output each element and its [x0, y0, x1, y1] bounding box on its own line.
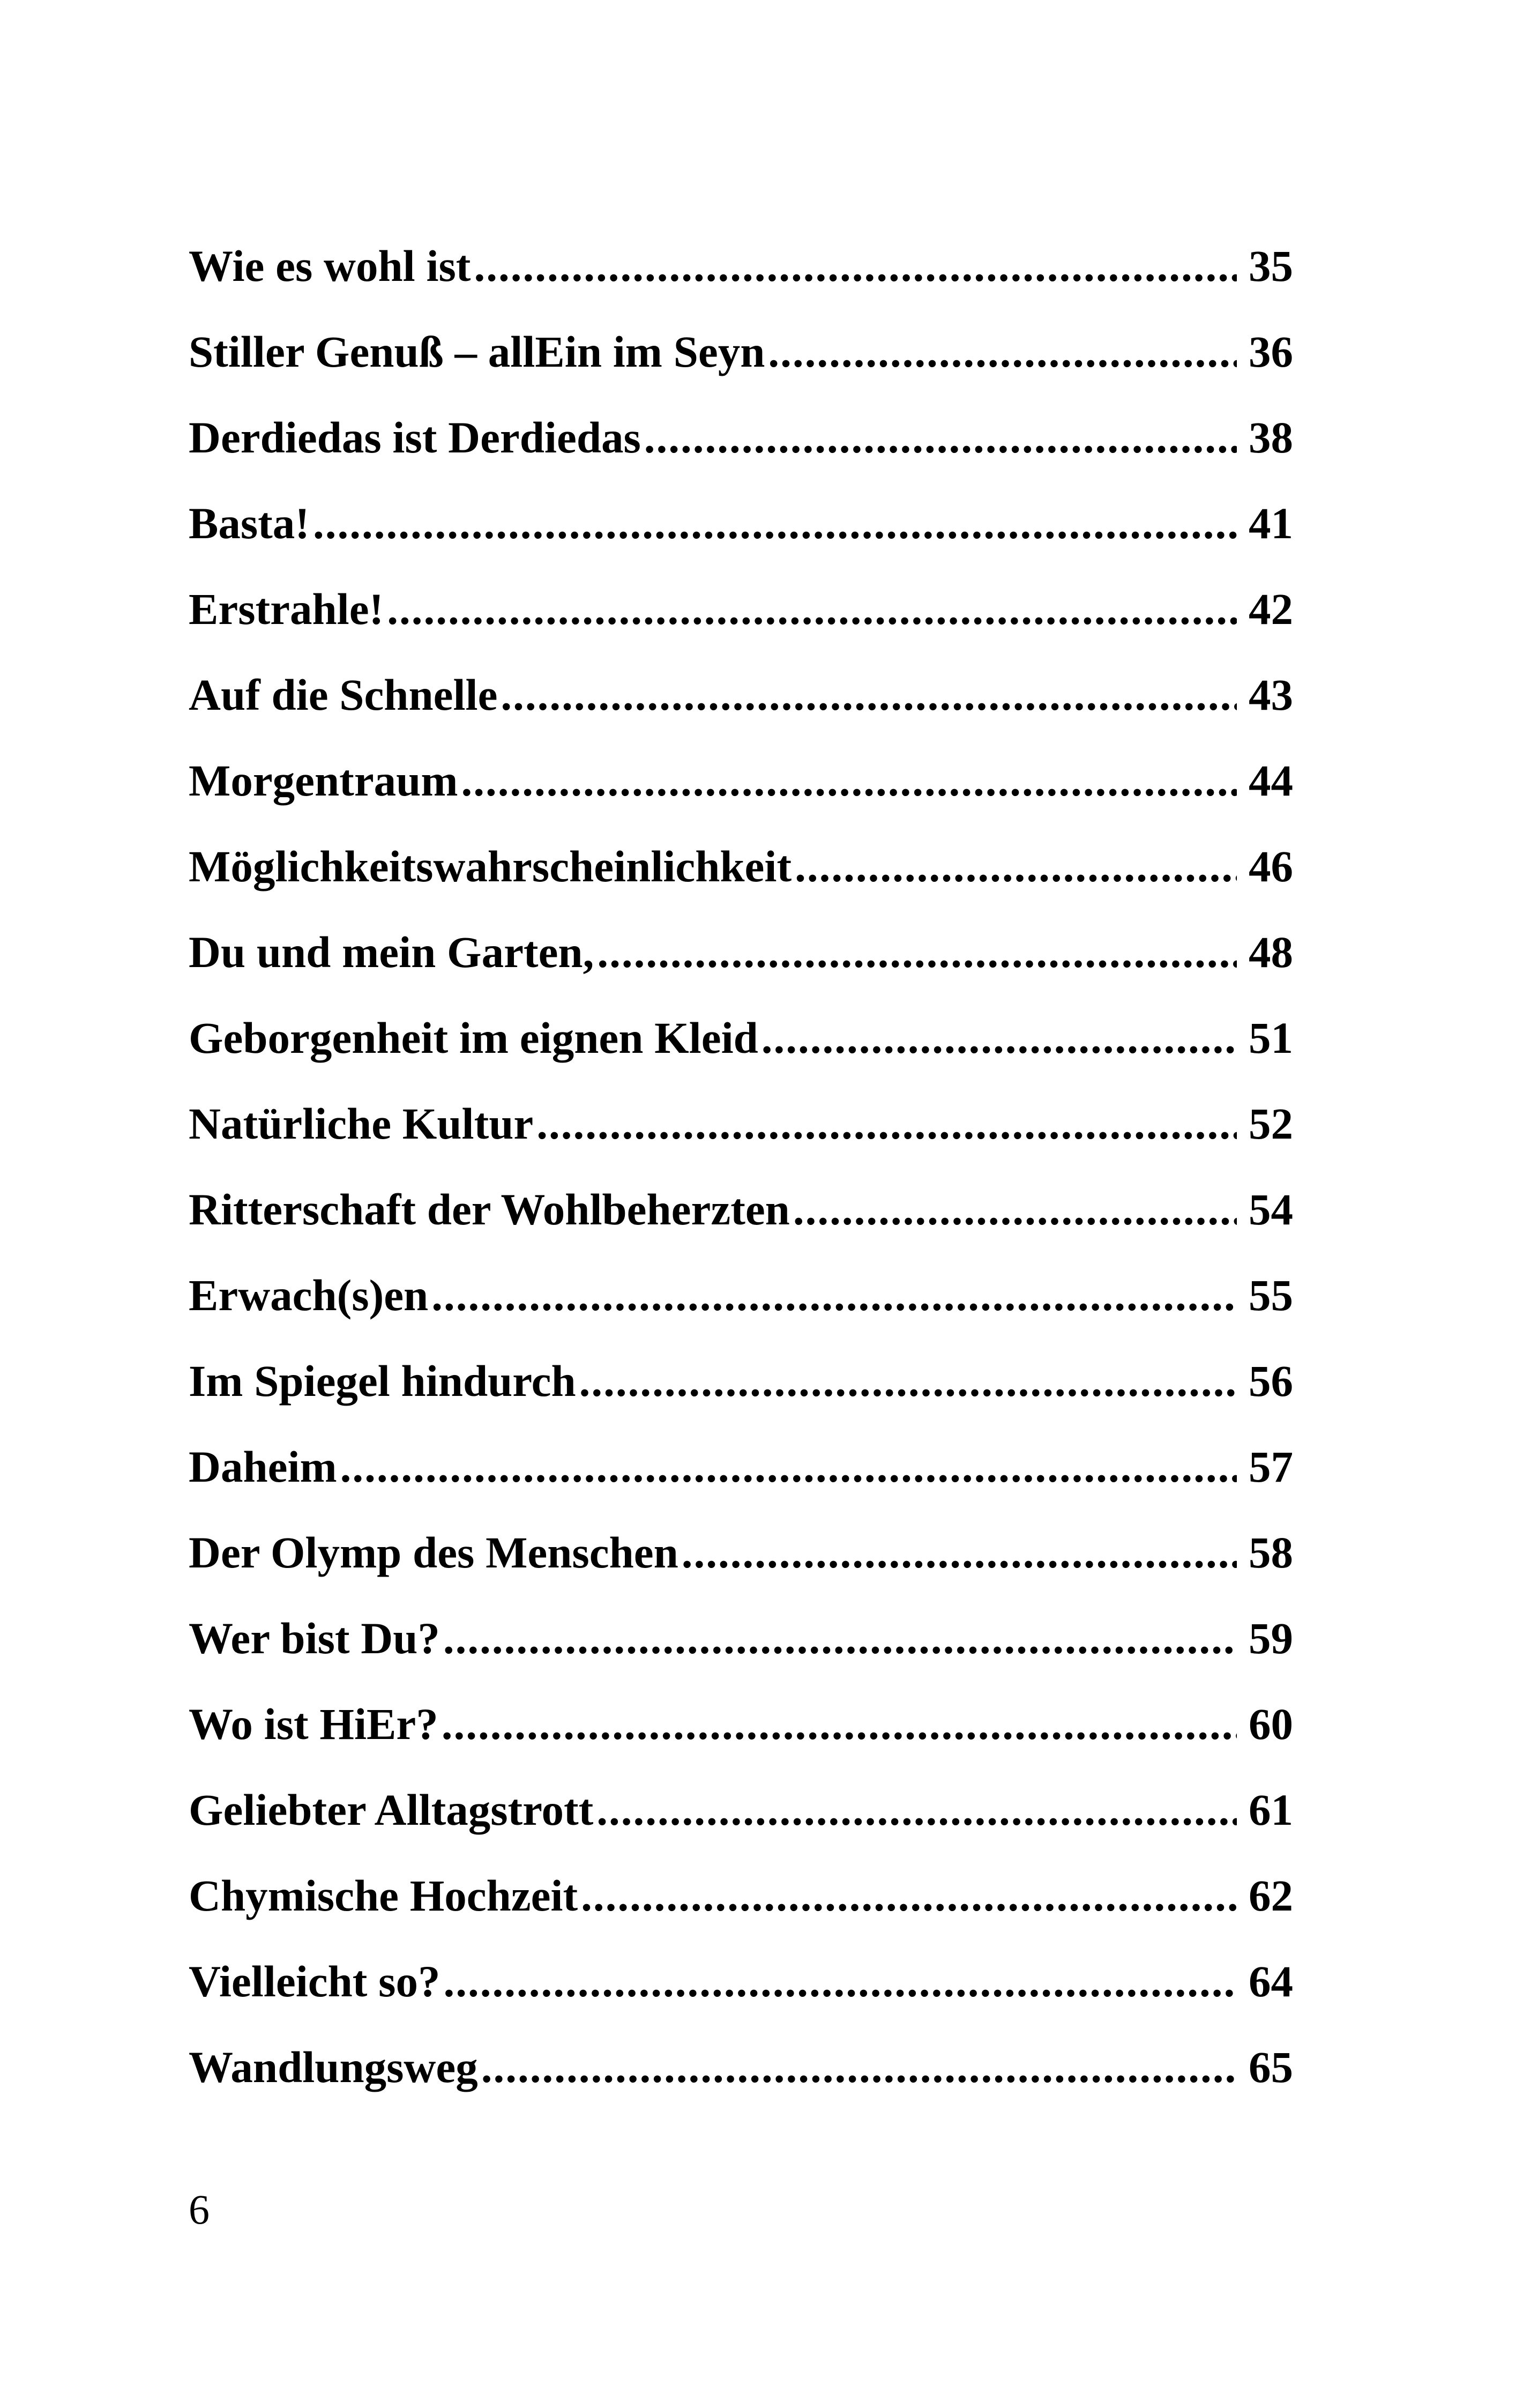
- toc-dot-leader: [481, 2040, 1237, 2094]
- toc-entry-title: Erstrahle!: [189, 584, 384, 634]
- toc-dot-leader: [581, 1869, 1237, 1922]
- toc-entry-title: Wo ist HiEr?: [189, 1699, 438, 1749]
- toc-entry-title: Auf die Schnelle: [189, 670, 498, 719]
- table-of-contents: [189, 239, 1293, 2126]
- toc-entry-title: Geborgenheit im eignen Kleid: [189, 1013, 758, 1062]
- toc-entry-title: Erwach(s)en: [189, 1270, 429, 1320]
- toc-dot-leader: [443, 1954, 1237, 2008]
- toc-dot-leader: [536, 1097, 1237, 1150]
- toc-entry-title: Basta!: [189, 499, 310, 548]
- toc-entry: [189, 496, 1293, 582]
- toc-entry-page: 60: [1249, 1699, 1293, 1749]
- toc-entry-page: 59: [1249, 1614, 1293, 1663]
- toc-dot-leader: [768, 325, 1237, 378]
- toc-entry-page: 54: [1249, 1185, 1293, 1234]
- toc-entry: [189, 1354, 1293, 1440]
- toc-entry-title: Der Olymp des Menschen: [189, 1528, 678, 1577]
- toc-dot-leader: [387, 582, 1237, 636]
- toc-entry: [189, 1097, 1293, 1183]
- toc-entry: [189, 411, 1293, 496]
- toc-dot-leader: [431, 1268, 1237, 1322]
- toc-dot-leader: [644, 411, 1237, 464]
- toc-entry-title: Chymische Hochzeit: [189, 1871, 578, 1920]
- toc-entry-page: 55: [1249, 1270, 1293, 1320]
- toc-entry: [189, 754, 1293, 839]
- toc-dot-leader: [596, 1783, 1237, 1837]
- toc-entry-page: 52: [1249, 1099, 1293, 1148]
- toc-entry-title: Daheim: [189, 1442, 337, 1491]
- toc-entry-page: 48: [1249, 927, 1293, 977]
- toc-entry-page: 38: [1249, 413, 1293, 462]
- toc-entry: [189, 1954, 1293, 2040]
- toc-dot-leader: [579, 1354, 1237, 1408]
- toc-entry: [189, 1440, 1293, 1526]
- toc-dot-leader: [340, 1440, 1237, 1493]
- toc-dot-leader: [762, 1011, 1237, 1065]
- toc-entry-title: Geliebter Alltagstrott: [189, 1785, 594, 1834]
- toc-entry-title: Ritterschaft der Wohlbeherzten: [189, 1185, 790, 1234]
- toc-entry-page: 58: [1249, 1528, 1293, 1577]
- toc-entry-page: 42: [1249, 584, 1293, 634]
- toc-entry: [189, 668, 1293, 754]
- toc-entry: [189, 1526, 1293, 1611]
- toc-entry: [189, 925, 1293, 1011]
- toc-entry-page: 65: [1249, 2042, 1293, 2092]
- toc-entry-page: 46: [1249, 842, 1293, 891]
- toc-entry: [189, 839, 1293, 925]
- toc-entry-page: 62: [1249, 1871, 1293, 1920]
- toc-entry-title: Wie es wohl ist: [189, 241, 471, 291]
- toc-entry-page: 43: [1249, 670, 1293, 719]
- toc-entry: [189, 325, 1293, 411]
- toc-dot-leader: [313, 496, 1237, 550]
- toc-entry: [189, 2040, 1293, 2126]
- toc-dot-leader: [461, 754, 1237, 807]
- toc-entry: [189, 1011, 1293, 1097]
- toc-entry-title: Im Spiegel hindurch: [189, 1356, 576, 1406]
- toc-entry-title: Stiller Genuß – allEin im Seyn: [189, 327, 765, 376]
- toc-entry: [189, 239, 1293, 325]
- toc-entry-title: Wandlungsweg: [189, 2042, 478, 2092]
- toc-dot-leader: [474, 239, 1237, 293]
- toc-entry-title: Vielleicht so?: [189, 1957, 441, 2006]
- toc-entry-title: Morgentraum: [189, 756, 458, 805]
- toc-entry: [189, 1783, 1293, 1869]
- toc-entry-title: Wer bist Du?: [189, 1614, 440, 1663]
- toc-entry-page: 56: [1249, 1356, 1293, 1406]
- toc-entry: [189, 1697, 1293, 1783]
- toc-dot-leader: [442, 1697, 1237, 1751]
- toc-dot-leader: [597, 925, 1237, 979]
- toc-dot-leader: [682, 1526, 1237, 1579]
- toc-entry-page: 51: [1249, 1013, 1293, 1062]
- toc-entry: [189, 1268, 1293, 1354]
- toc-entry: [189, 1183, 1293, 1268]
- toc-dot-leader: [443, 1611, 1237, 1665]
- toc-entry-page: 57: [1249, 1442, 1293, 1491]
- toc-entry: [189, 1611, 1293, 1697]
- toc-entry-page: 35: [1249, 241, 1293, 291]
- toc-entry-page: 61: [1249, 1785, 1293, 1834]
- toc-entry-page: 41: [1249, 499, 1293, 548]
- toc-entry: [189, 1869, 1293, 1954]
- toc-entry-page: 64: [1249, 1957, 1293, 2006]
- toc-entry: [189, 582, 1293, 668]
- toc-entry-title: Derdiedas ist Derdiedas: [189, 413, 641, 462]
- toc-entry-title: Möglichkeitswahrscheinlichkeit: [189, 842, 792, 891]
- toc-entry-title: Natürliche Kultur: [189, 1099, 534, 1148]
- toc-entry-title: Du und mein Garten,: [189, 927, 594, 977]
- toc-entry-page: 36: [1249, 327, 1293, 376]
- toc-entry-page: 44: [1249, 756, 1293, 805]
- toc-dot-leader: [793, 1183, 1237, 1236]
- page-number: 6: [189, 2186, 210, 2233]
- toc-dot-leader: [501, 668, 1237, 722]
- toc-dot-leader: [795, 839, 1237, 893]
